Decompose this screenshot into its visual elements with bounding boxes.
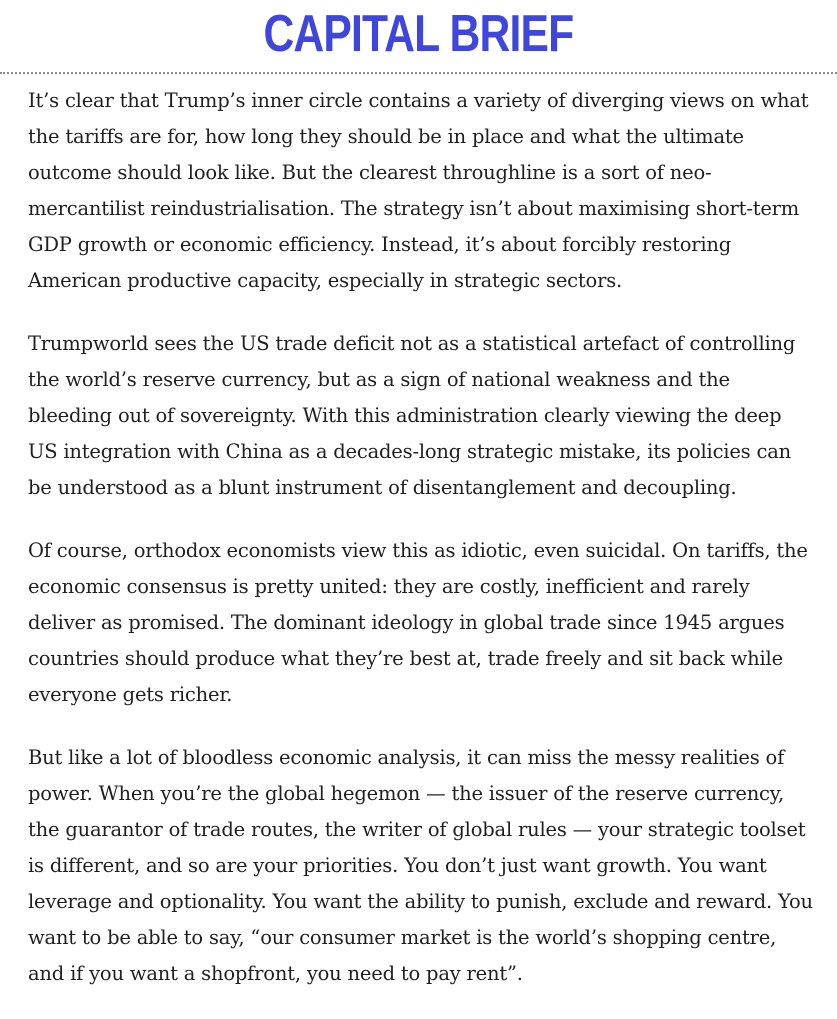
article-paragraph-3: Of course, orthodox economists view this as idiotic, even suicidal. On tariffs, the economic consensus is pretty united: they are costly, inefficient and rarely deliver as promised. The dominant ideology in global trade since 1945 argues countries should produce what they’re best at, trade freely and sit back while everyone gets richer. (28, 539, 808, 706)
dotted-divider (0, 72, 837, 74)
article-body (28, 83, 813, 1019)
article-paragraph-1: It’s clear that Trump’s inner circle contains a variety of diverging views on what the tariffs are for, how long they should be in place and what the ultimate outcome should look like. But the clearest throughline is a sort of neo-mercantilist reindustrialisation. The strategy isn’t about maximising short-term GDP growth or economic efficiency. Instead, it’s about forcibly restoring American productive capacity, especially in strategic sectors. (28, 89, 809, 292)
capital-brief-logo[interactable]: CAPITAL BRIEF (263, 5, 574, 63)
article-paragraph-2: Trumpworld sees the US trade deficit not as a statistical artefact of controlling the world’s reserve currency, but as a sign of national weakness and the bleeding out of sovereignty. With this administration clearly viewing the deep US integration with China as a decades-long strategic mistake, its policies can be understood as a blunt instrument of disentanglement and decoupling. (28, 332, 796, 499)
masthead (0, 0, 837, 70)
article-paragraph-4: But like a lot of bloodless economic analysis, it can miss the messy realities of power. When you’re the global hegemon — the issuer of the reserve currency, the guarantor of trade routes, the writer of global rules — your strategic toolset is different, and so are your priorities. You don’t just want growth. You want leverage and optionality. You want the ability to punish, exclude and reward. You want to be able to say, “our consumer market is the world’s shopping centre, and if you want a shopfront, you need to pay rent”. (28, 746, 813, 985)
